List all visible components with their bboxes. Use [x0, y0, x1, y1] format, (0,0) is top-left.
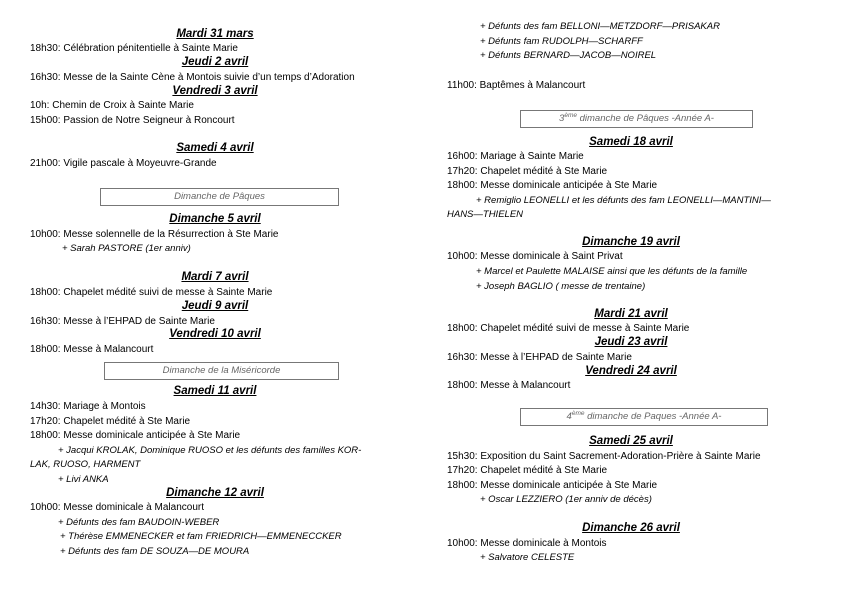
- box-label: dimanche de Pâques -Année A-: [576, 113, 714, 124]
- service-line: 15h30: Exposition du Saint Sacrement-Adoration-Prière à Sainte Marie: [447, 451, 761, 462]
- intention-line: + Sarah PASTORE (1er anniv): [62, 243, 191, 254]
- service-line: 18h00: Messe dominicale anticipée à Ste Marie: [447, 180, 658, 191]
- intention-line: + Défunts BERNARD—JACOB—NOIREL: [480, 50, 657, 61]
- service-line: 17h20: Chapelet médité à Ste Marie: [30, 416, 191, 427]
- intention-line: + Jacqui KROLAK, Dominique RUOSO et les défunts des familles KOR-: [58, 445, 362, 456]
- day-heading: Dimanche 12 avril: [166, 487, 264, 499]
- intention-line: + Remiglio LEONELLI et les défunts des fam LEONELLI—MANTINI—: [476, 195, 771, 206]
- intention-line: HANS—THIELEN: [447, 209, 524, 220]
- service-line: 10h00: Messe dominicale à Malancourt: [30, 502, 204, 513]
- intention-line: + Oscar LEZZIERO (1er anniv de décès): [480, 494, 652, 505]
- day-heading: Mardi 31 mars: [176, 28, 254, 40]
- service-line: 11h00: Baptêmes à Malancourt: [447, 80, 586, 91]
- service-line: 14h30: Mariage à Montois: [30, 401, 146, 412]
- day-heading: Dimanche 5 avril: [169, 213, 261, 225]
- day-heading: Mardi 7 avril: [181, 271, 249, 283]
- service-line: 18h00: Messe dominicale anticipée à Ste Marie: [30, 430, 241, 441]
- box-ordinal-suffix: ème: [571, 409, 585, 417]
- intention-line: LAK, RUOSO, HARMENT: [30, 459, 141, 470]
- service-line: 18h00: Chapelet médité suivi de messe à Sainte Marie: [447, 323, 690, 334]
- intention-line: + Salvatore CELESTE: [480, 552, 575, 563]
- service-line: 10h: Chemin de Croix à Sainte Marie: [30, 100, 194, 111]
- intention-line: + Défunts des fam BELLONI—METZDORF—PRISAKAR: [480, 21, 720, 32]
- liturgical-box: [520, 408, 768, 426]
- intention-line: + Joseph BAGLIO ( messe de trentaine): [476, 281, 646, 292]
- service-line: 15h00: Passion de Notre Seigneur à Roncourt: [30, 115, 235, 126]
- intention-line: + Défunts fam RUDOLPH—SCHARFF: [480, 36, 643, 47]
- box-ordinal: 4: [566, 411, 572, 422]
- day-heading: Samedi 25 avril: [589, 435, 673, 447]
- liturgical-box: Dimanche de Pâques: [100, 188, 339, 206]
- intention-line: + Marcel et Paulette MALAISE ainsi que les défunts de la famille: [476, 266, 748, 277]
- day-heading: Jeudi 23 avril: [594, 336, 668, 348]
- service-line: 16h30: Messe à l’EHPAD de Sainte Marie: [30, 316, 215, 327]
- day-heading: Dimanche 19 avril: [582, 236, 680, 248]
- service-line: 16h00: Mariage à Sainte Marie: [447, 151, 584, 162]
- day-heading: Mardi 21 avril: [594, 308, 668, 320]
- intention-line: + Défunts des fam DE SOUZA—DE MOURA: [60, 546, 250, 557]
- service-line: 16h30: Messe à l’EHPAD de Sainte Marie: [447, 352, 632, 363]
- intention-line: + Thérèse EMMENECKER et fam FRIEDRICH—EMMENECCKER: [60, 531, 342, 542]
- service-line: 21h00: Vigile pascale à Moyeuvre-Grande: [30, 158, 217, 169]
- service-line: 10h00: Messe solennelle de la Résurrection à Ste Marie: [30, 229, 279, 240]
- day-heading: Jeudi 9 avril: [181, 300, 249, 312]
- day-heading: Jeudi 2 avril: [181, 56, 249, 68]
- intention-line: + Livi ANKA: [58, 474, 109, 485]
- service-line: 18h30: Célébration pénitentielle à Sainte Marie: [30, 43, 238, 54]
- liturgical-box: [520, 110, 753, 128]
- box-label: dimanche de Paques -Année A-: [584, 411, 722, 422]
- day-heading: Samedi 18 avril: [589, 136, 673, 148]
- box-ordinal-suffix: ème: [564, 111, 577, 119]
- service-line: 18h00: Messe à Malancourt: [30, 344, 154, 355]
- service-line: 18h00: Messe dominicale anticipée à Ste Marie: [447, 480, 658, 491]
- box-ordinal: 3: [559, 113, 565, 124]
- intention-line: + Défunts des fam BAUDOIN-WEBER: [58, 517, 220, 528]
- liturgical-box: Dimanche de la Miséricorde: [104, 362, 339, 380]
- day-heading: Samedi 4 avril: [176, 142, 254, 154]
- service-line: 17h20: Chapelet médité à Ste Marie: [447, 465, 608, 476]
- service-line: 16h30: Messe de la Sainte Cène à Montois suivie d’un temps d’Adoration: [30, 72, 355, 83]
- day-heading: Vendredi 3 avril: [172, 85, 258, 97]
- service-line: 10h00: Messe dominicale à Saint Privat: [447, 251, 623, 262]
- day-heading: Vendredi 24 avril: [585, 365, 677, 377]
- service-line: 18h00: Messe à Malancourt: [447, 380, 571, 391]
- service-line: 17h20: Chapelet médité à Ste Marie: [447, 166, 608, 177]
- service-line: 10h00: Messe dominicale à Montois: [447, 538, 607, 549]
- service-line: 18h00: Chapelet médité suivi de messe à Sainte Marie: [30, 287, 273, 298]
- day-heading: Samedi 11 avril: [173, 385, 257, 397]
- day-heading: Dimanche 26 avril: [582, 522, 680, 534]
- day-heading: Vendredi 10 avril: [169, 328, 261, 340]
